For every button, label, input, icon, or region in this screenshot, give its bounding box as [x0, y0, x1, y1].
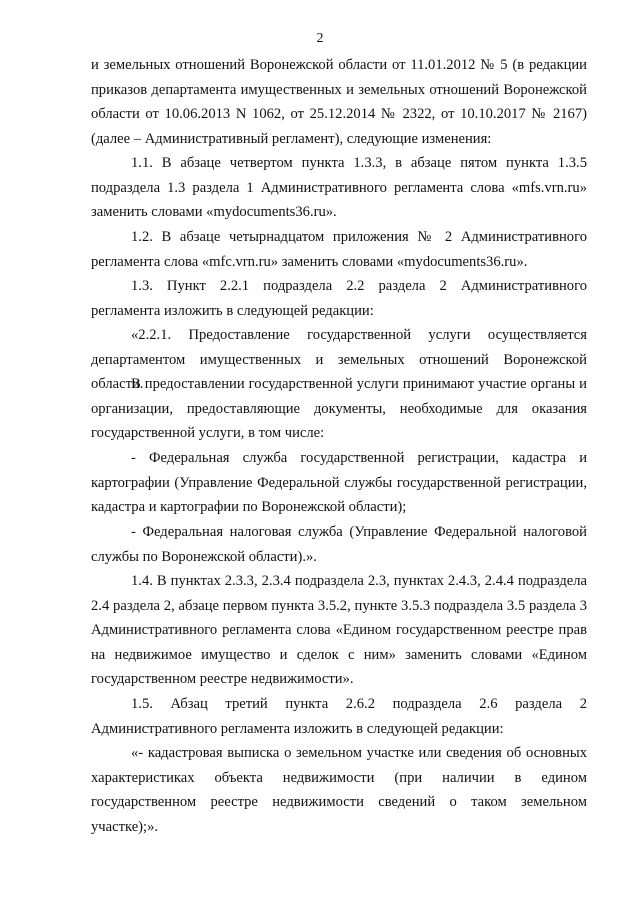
paragraph-1-1: 1.1. В абзаце четвертом пункта 1.3.3, в абзаце пятом пункта 1.3.5 подраздела 1.3 раздела 1 Административного регламента слова «mfs.vrn.ru» заменить словами «mydocuments36.ru».	[91, 155, 587, 220]
paragraph-1-2: 1.2. В абзаце четырнадцатом приложения № 2 Административного регламента слова «mfc.vrn.ru» заменить словами «mydocuments36.ru».	[91, 229, 587, 270]
paragraph-1-4: 1.4. В пунктах 2.3.3, 2.3.4 подраздела 2.3, пунктах 2.4.3, 2.4.4 подраздела 2.4 раздела 2, абзаце первом пункта 3.5.2, пункте 3.5.3 подраздела 3.5 раздела 3 Административного регламента слова «Едином государственном реестре прав на недвижимое имущество и сделок с ним» заменить словами «Едином государственном реестре недвижимости».	[91, 573, 587, 687]
page-number: 2	[316, 31, 324, 46]
paragraph-cadastral-extract: «- кадастровая выписка о земельном участке или сведения об основных характеристиках объекта недвижимости (при наличии в едином государственном реестре недвижимости сведений о таком земельном участке);».	[91, 745, 587, 835]
paragraph-1-5: 1.5. Абзац третий пункта 2.6.2 подраздела 2.6 раздела 2 Административного регламента изложить в следующей редакции:	[91, 696, 587, 737]
list-item-tax-service: - Федеральная налоговая служба (Управление Федеральной налоговой службы по Воронежской области).».	[91, 524, 587, 565]
paragraph-2-2-1: «2.2.1. Предоставление государственной услуги осуществляется департаментом имущественных и земельных отношений Воронежской области.	[91, 327, 587, 392]
list-item-rosreestr: - Федеральная служба государственной регистрации, кадастра и картографии (Управление Федеральной службы государственной регистрации, кадастра и картографии по Воронежской области);	[91, 450, 587, 515]
paragraph-1-3: 1.3. Пункт 2.2.1 подраздела 2.2 раздела 2 Административного регламента изложить в следующей редакции:	[91, 278, 587, 319]
paragraph-participants: В предоставлении государственной услуги принимают участие органы и организации, предоставляющие документы, необходимые для оказания государственной услуги, в том числе:	[91, 376, 587, 441]
intro-paragraph: и земельных отношений Воронежской области от 11.01.2012 № 5 (в редакции приказов департамента имущественных и земельных отношений Воронежской области от 10.06.2013 N 1062, от 25.12.2014 № 2322, от 10.10.2017 № 2167) (далее – Административный регламент), следующие изменения:	[91, 57, 587, 147]
